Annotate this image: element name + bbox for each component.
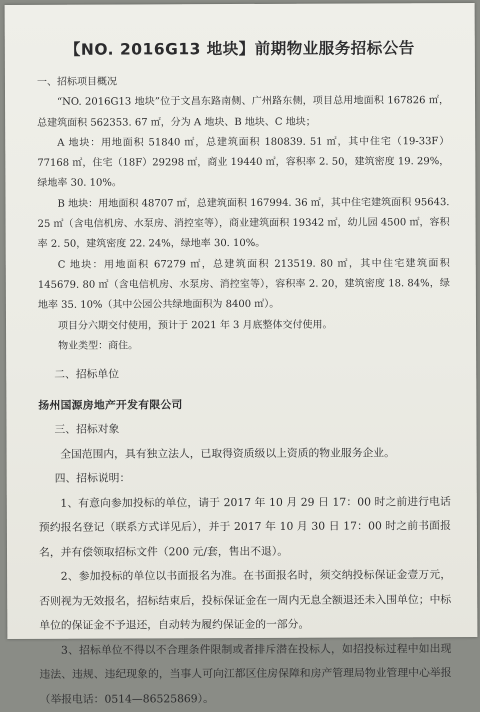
document-page <box>5 3 478 706</box>
paragraph-plot-b: B 地块：用地面积 48707 ㎡，总建筑面积 167994. 36 ㎡，其中住宅建筑面积 95643. 25 ㎡（含电信机房、水泵房、消控室等），商业建筑面积 19342 ㎡，幼儿园 4500 ㎡，容积率 2. 50，建筑密度 22. 24%，绿地率 30. 10%。 <box>37 196 450 251</box>
document-body <box>37 71 452 712</box>
instruction-item-3: 3、招标单位不得以不合理条件限制或者排斥潜在投标人，如招投标过程中如出现违法、违规、违纪现象的，当事人可向江都区住房保障和房产管理局物业管理中心举报（举报电话：0514—86525869）。 <box>39 641 452 706</box>
section-heading-instructions: 四、招标说明： <box>54 471 131 485</box>
section-heading-bidders: 三、招标对象 <box>54 422 120 436</box>
page-title: 【NO. 2016G13 地块】前期物业服务招标公告 <box>64 39 415 59</box>
tenderer-company-name: 扬州国源房地产开发有限公司 <box>38 397 183 412</box>
paragraph-plot-c: C 地块：用地面积 67279 ㎡，总建筑面积 213519. 80 ㎡，其中住宅建筑面积 145679. 80 ㎡（含电信机房、水泵房、消控室等），容积率 2. 20，建筑密度 18. 84%，绿地率 35. 10%（其中公园公共绿地面积为 8400 ㎡）。 <box>37 257 450 312</box>
paragraph-property-type: 物业类型：商住。 <box>58 340 139 352</box>
instruction-item-1: 1、有意向参加投标的单位，请于 2017 年 10 月 29 日 17：00 时之前进行电话预约报名登记（联系方式详见后），并于 2017 年 10 月 30 日 17：00 时之前书面报名，并有偿领取招标文件（200 元/套，售出不退）。 <box>38 494 451 559</box>
section-heading-tenderer: 二、招标单位 <box>54 367 120 381</box>
instruction-item-2: 2、参加投标的单位以书面报名为准。在书面报名时，须交纳投标保证金壹万元，否则视为无效报名，招标结束后，投标保证金在一周内无息全额退还未入围单位；中标单位的保证金不予退还，自动转为履约保证金的一部分。 <box>39 568 452 633</box>
paragraph-delivery: 项目分六期交付使用，预计于 2021 年 3 月底整体交付使用。 <box>57 319 333 332</box>
paragraph-bidder-requirements: 全国范围内，具有独立法人，已取得资质级以上资质的物业服务企业。 <box>60 445 395 461</box>
paragraph-plot-a: A 地块：用地面积 51840 ㎡，总建筑面积 180839. 51 ㎡，其中住宅（19-33F）77168 ㎡，住宅（18F）29298 ㎡，商业 19440 ㎡，容积率 2. 50，建筑密度 19. 29%，绿地率 30. 10%。 <box>37 135 450 190</box>
section-heading-overview: 一、招标项目概况 <box>36 76 117 88</box>
paragraph-project-summary: “NO. 2016G13 地块”位于文昌东路南侧、广州路东侧，项目总用地面积 167826 ㎡，总建筑面积 562353. 67 ㎡，分为 A 地块、B 地块、C 地块； <box>37 95 450 129</box>
